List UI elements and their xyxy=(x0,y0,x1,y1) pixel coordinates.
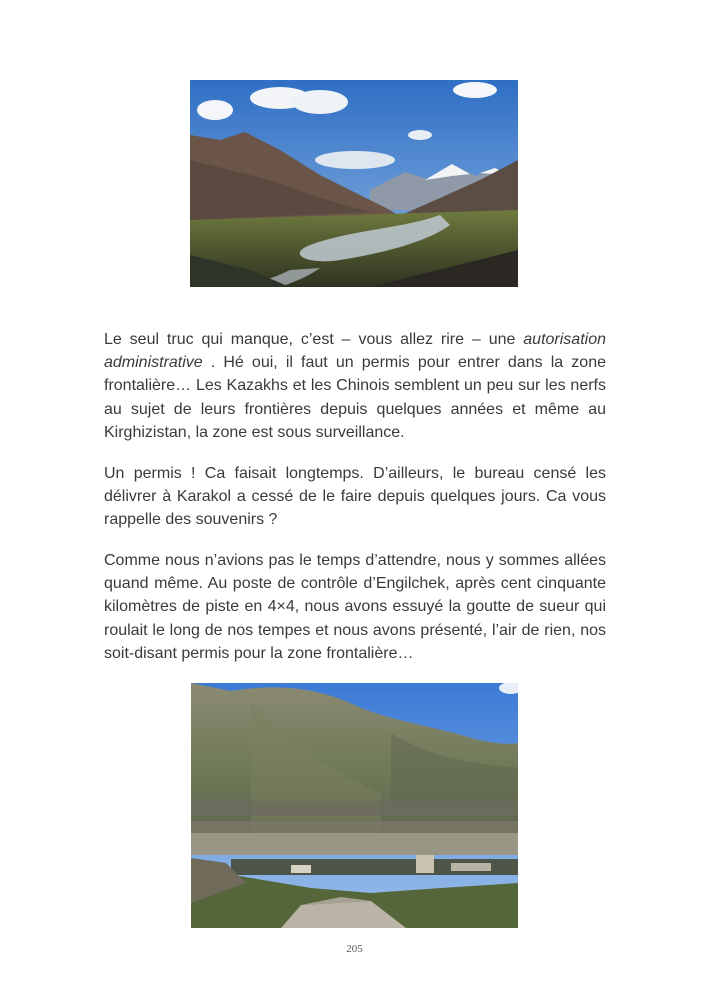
page-number: 205 xyxy=(346,943,363,955)
paragraph-checkpoint: Comme nous n’avions pas le temps d’attendre, nous y sommes allées quand même. Au poste de contrôle d’Engilchek, après cent cinquante kilomètres de piste en 4×4, nous avons essuyé la goutte de sueur qui roulait le long de nos tempes et nous avons présenté, l’air de rien, nos soit-disant permis pour la zone frontalière… xyxy=(104,552,606,662)
paragraph-emphasis: autorisation administrative xyxy=(104,331,606,372)
hillside-settlement-photo xyxy=(191,683,518,928)
hillside-settlement-image xyxy=(191,683,518,928)
paragraph-text-end: . Hé oui, il faut un permis pour entrer dans la zone frontalière… Les Kazakhs et les Chinois semblent un peu sur les nerfs au sujet de leurs frontières depuis quelques années et même au Kirghizistan, la zone est sous surveillance. xyxy=(104,354,606,441)
mountain-valley-photo xyxy=(190,80,518,287)
paragraph-permit-required xyxy=(104,328,606,444)
paragraph-permit-office: Un permis ! Ca faisait longtemps. D’ailleurs, le bureau censé les délivrer à Karakol a cessé de le faire depuis quelques jours. Ca vous rappelle des souvenirs ? xyxy=(104,465,606,529)
mountain-valley-image xyxy=(190,80,518,287)
paragraph-text-start: Le seul truc qui manque, c’est – vous allez rire – une xyxy=(104,331,524,348)
